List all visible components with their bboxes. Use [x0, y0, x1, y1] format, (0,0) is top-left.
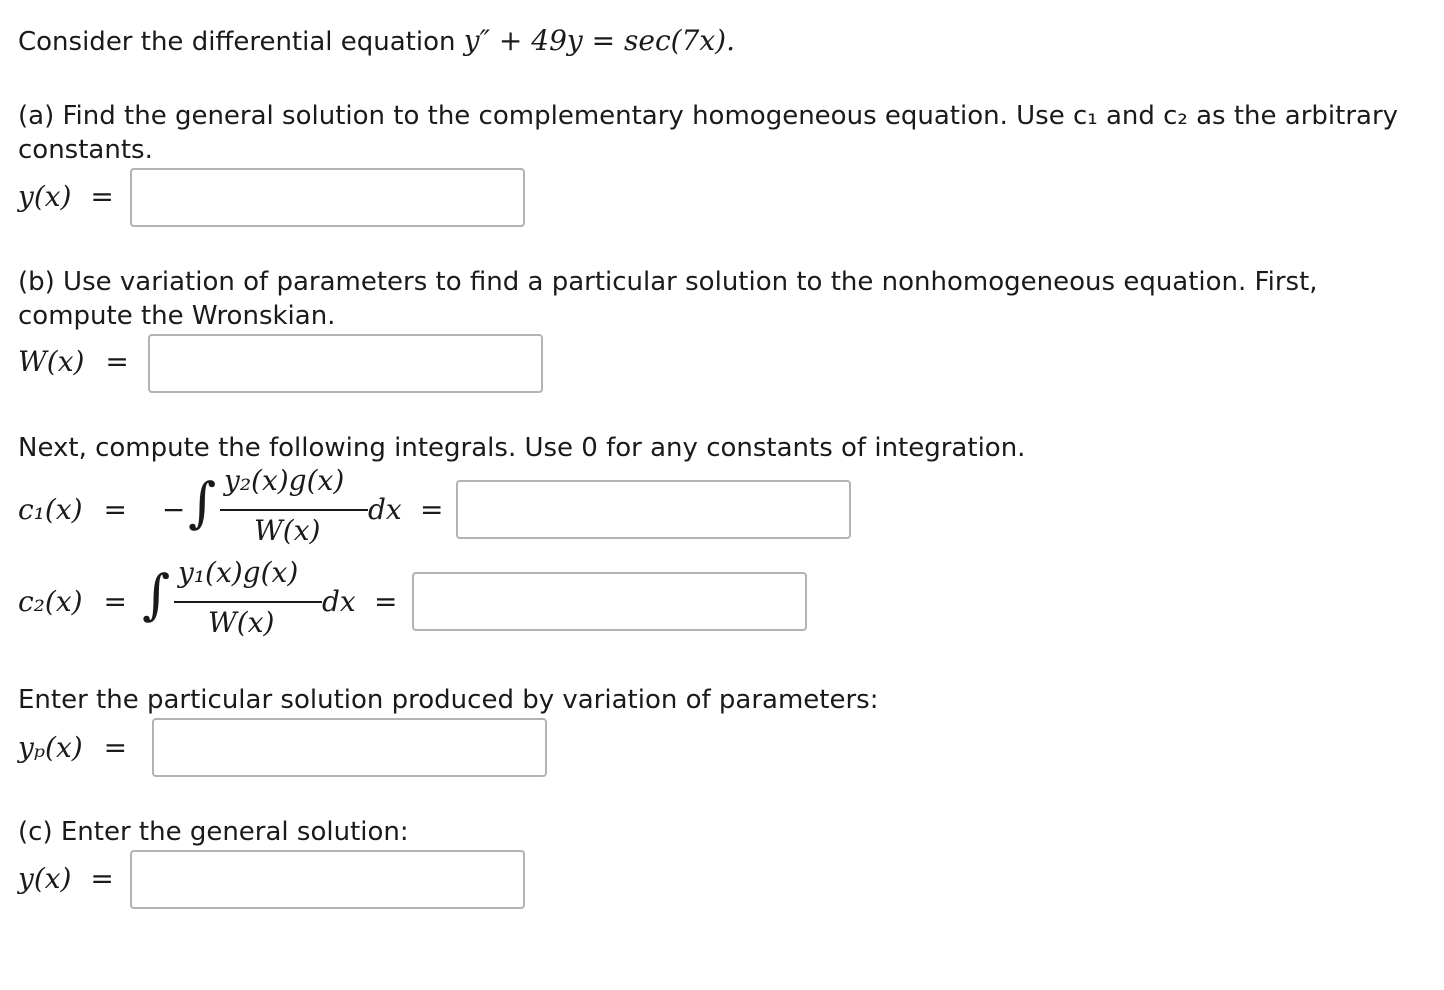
- part-b-text-line2: compute the Wronskian.: [18, 301, 336, 331]
- part-b-label: W(x): [18, 345, 85, 378]
- c2-integral-sign: ∫: [142, 563, 171, 626]
- c1-answer-input[interactable]: [456, 480, 851, 539]
- part-b-label-row: [18, 345, 129, 378]
- c2-label: c₂(x): [18, 585, 83, 618]
- c2-denominator: W(x): [208, 606, 275, 639]
- particular-label-row: [18, 731, 127, 764]
- c2-numerator: y₁(x)g(x): [178, 556, 299, 589]
- part-c-text: (c) Enter the general solution:: [18, 817, 409, 847]
- part-b-text-line1: (b) Use variation of parameters to find a particular solution to the nonhomogeneous equation. First,: [18, 267, 1318, 297]
- c2-equals-2: =: [374, 585, 398, 618]
- part-a-text-line1: (a) Find the general solution to the complementary homogeneous equation. Use c₁ and c₂ as the arbitrary: [18, 101, 1399, 131]
- particular-answer-input[interactable]: [152, 718, 547, 777]
- c1-equals-2: =: [420, 493, 444, 526]
- part-a-label: y(x): [18, 180, 72, 213]
- part-c-equals: =: [90, 862, 114, 895]
- c1-label: c₁(x): [18, 493, 83, 526]
- part-c-label: y(x): [18, 862, 72, 895]
- general-solution-answer-input[interactable]: [130, 850, 525, 909]
- c1-equals: =: [103, 493, 127, 526]
- c1-fraction-bar: [220, 509, 368, 511]
- part-a-label-row: [18, 180, 114, 213]
- c1-denominator: W(x): [254, 514, 321, 547]
- part-a-answer-input[interactable]: [130, 168, 525, 227]
- c1-minus-sign: −: [161, 493, 186, 526]
- intro-text: Consider the differential equation: [18, 27, 464, 57]
- c1-integral-sign: ∫: [188, 471, 217, 534]
- c2-dx: dx: [322, 585, 356, 618]
- integrals-text: Next, compute the following integrals. Use 0 for any constants of integration.: [18, 433, 1026, 463]
- particular-equals: =: [103, 731, 128, 764]
- intro-statement: [18, 24, 735, 59]
- particular-text: Enter the particular solution produced by variation of parameters:: [18, 685, 879, 715]
- wronskian-answer-input[interactable]: [148, 334, 543, 393]
- c2-equals: =: [103, 585, 127, 618]
- particular-label: yₚ(x): [18, 731, 83, 764]
- part-a-equals: =: [90, 180, 114, 213]
- c1-label-row: [18, 493, 185, 526]
- part-b-equals: =: [105, 345, 129, 378]
- part-a-text-line2: constants.: [18, 135, 153, 165]
- c2-fraction-bar: [174, 601, 322, 603]
- c2-answer-input[interactable]: [412, 572, 807, 631]
- c1-dx: dx: [368, 493, 402, 526]
- intro-equation: y″ + 49y = sec(7x).: [463, 24, 735, 57]
- c1-numerator: y₂(x)g(x): [224, 464, 345, 497]
- part-c-label-row: [18, 862, 114, 895]
- c2-label-row: [18, 585, 127, 618]
